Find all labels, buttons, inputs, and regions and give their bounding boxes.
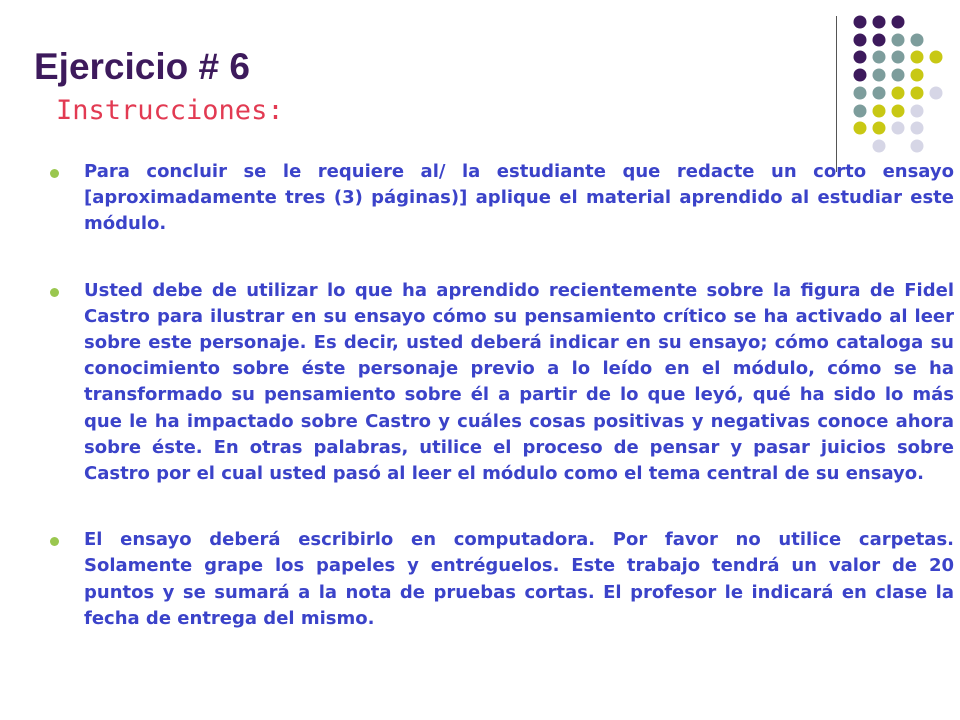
list-item-text: El ensayo deberá escribirlo en computadora. Por favor no utilice carpetas. Solamente grape los papeles y entréguelos. Este trabajo tendrá un valor de 20 puntos y se sumará a la nota de pruebas cortas. El profesor le indicará en clase la fecha de entrega del mismo. <box>84 529 954 629</box>
list-item <box>50 527 954 632</box>
bullet-dot-icon <box>50 169 59 178</box>
slide-title: Ejercicio # 6 <box>34 46 250 87</box>
instructions-list <box>50 159 954 632</box>
list-item <box>50 278 954 488</box>
list-item-text: Para concluir se le requiere al/ la estudiante que redacte un corto ensayo [aproximadamente tres (3) páginas)] aplique el material aprendido al estudiar este módulo. <box>84 161 954 235</box>
slide-subtitle: Instrucciones: <box>56 95 284 126</box>
list-item <box>50 159 954 238</box>
dot-grid-pattern-icon <box>0 0 960 160</box>
bullet-dot-icon <box>50 288 59 297</box>
bullet-dot-icon <box>50 537 59 546</box>
list-item-text: Usted debe de utilizar lo que ha aprendido recientemente sobre la figura de Fidel Castro para ilustrar en su ensayo cómo su pensamiento crítico se ha activado al leer sobre este personaje. Es decir, usted deberá indicar en su ensayo; cómo cataloga su conocimiento sobre éste personaje previo a lo leído en el módulo, cómo se ha transformado su pensamiento sobre él a partir de lo que leyó, qué ha sido lo más que le ha impactado sobre Castro y cuáles cosas positivas y negativas conoce ahora sobre éste. En otras palabras, utilice el proceso de pensar y pasar juicios sobre Castro por el cual usted pasó al leer el módulo como el tema central de su ensayo. <box>84 279 954 485</box>
